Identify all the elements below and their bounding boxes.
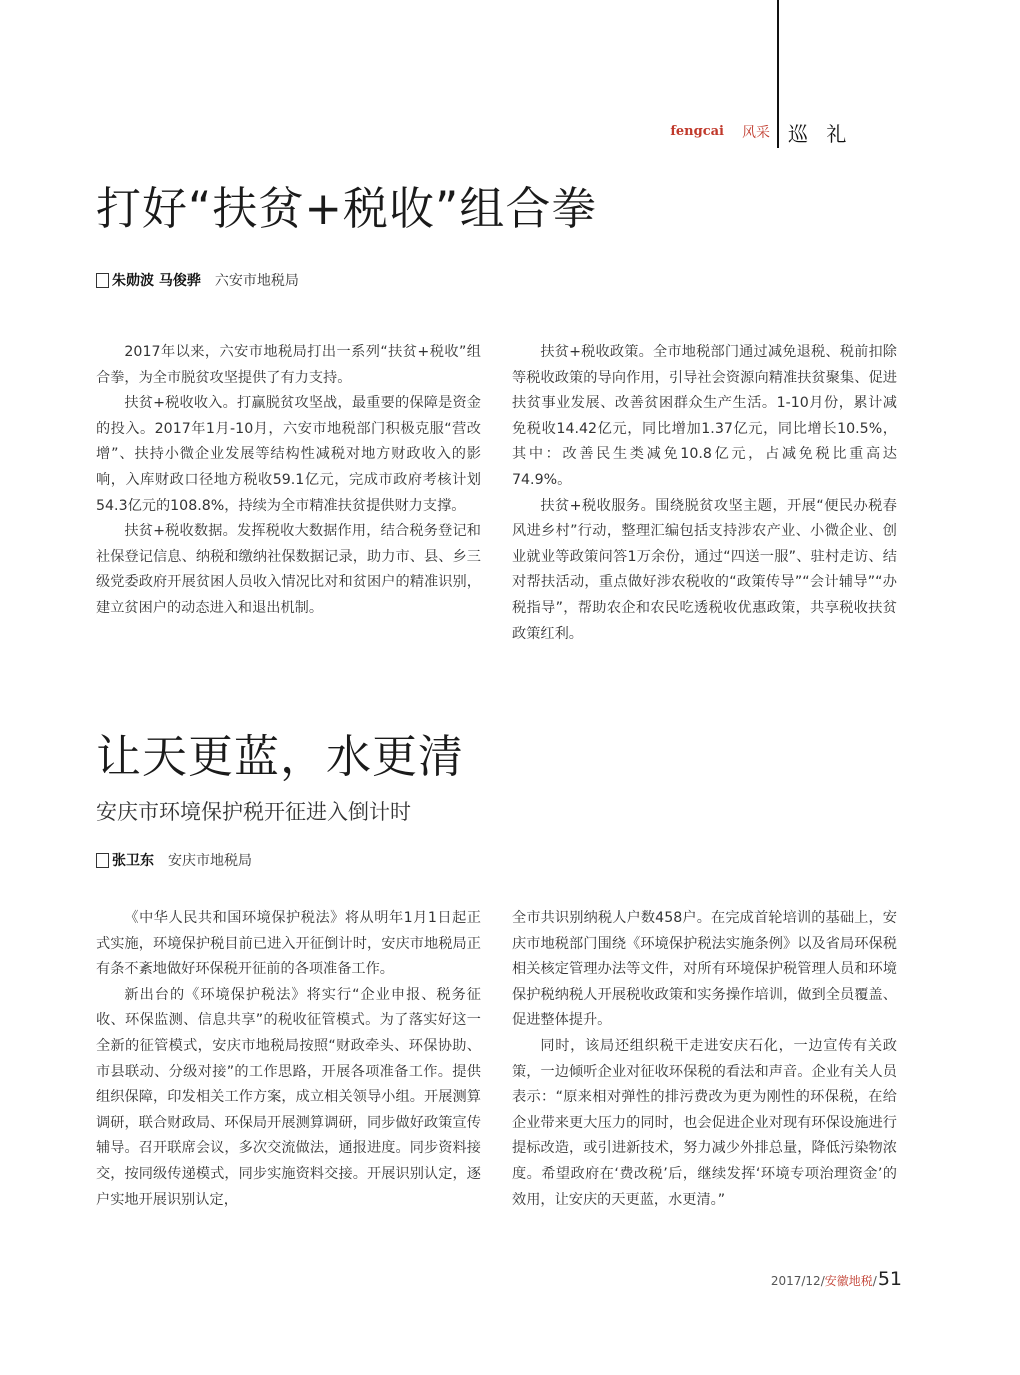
article2-paragraph: 新出台的《环境保护税法》将实行“企业申报、税务征收、环保监测、信息共享”的税收征管模式。为了落实好这一全新的征管模式，安庆市地税局按照“财政牵头、环保协助、市县联动、分级对接”的工作思路，开展各项准备工作。提供组织保障，印发相关工作方案，成立相关领导小组。开展测算调研，联合财政局、环保局开展测算调研，同步做好政策宣传辅导。召开联席会议，多次交流做法，通报进度。同步资料接交，按同级传递模式，同步实施资料交接。开展识别认定，逐户实地开展识别认定， (96, 986, 481, 1208)
article1-paragraph: 扶贫+税收服务。围绕脱贫攻坚主题，开展“便民办税春风进乡村”行动，整理汇编包括支持涉农产业、小微企业、创业就业等政策问答1万余份，通过“四送一服”、驻村走访、结对帮扶活动，重点做好涉农税收的“政策传导”“会计辅导”“办税指导”，帮助农企和农民吃透税收优惠政策，共享税收扶贫政策红利。 (512, 497, 897, 642)
article1-byline (96, 270, 299, 290)
page-number: 51 (877, 1268, 902, 1290)
article1-col-left (96, 340, 481, 622)
article2-affiliation: 安庆市地税局 (168, 853, 252, 869)
article1-col-right (512, 340, 897, 647)
article2-byline (96, 850, 252, 870)
article1-paragraph: 扶贫+税收数据。发挥税收大数据作用，结合税务登记和社保登记信息、纳税和缴纳社保数据记录，助力市、县、乡三级党委政府开展贫困人员收入情况比对和贫困户的精准识别，建立贫困户的动态进入和退出机制。 (96, 523, 481, 616)
article2-paragraph: 同时，该局还组织税干走进安庆石化，一边宣传有关政策，一边倾听企业对征收环保税的看法和声音。企业有关人员表示：“原来相对弹性的排污费改为更为刚性的环保税，在给企业带来更大压力的同时，也会促进企业对现有环保设施进行提标改造，或引进新技术，努力减少外排总量，降低污染物浓度。希望政府在‘费改税’后，继续发挥‘环境专项治理资金’的效用，让安庆的天更蓝，水更清。” (512, 1037, 897, 1208)
article2-subtitle: 安庆市环境保护税开征进入倒计时 (96, 800, 411, 824)
magazine-name: 安徽地税 (824, 1274, 873, 1288)
column-name-en: fengcai (670, 124, 724, 139)
footer-separator: / (872, 1274, 877, 1288)
article1-title: 打好“扶贫+税收”组合拳 (96, 182, 598, 235)
article1-paragraph: 扶贫+税收收入。打赢脱贫攻坚战，最重要的保障是资金的投入。2017年1月-10月，六安市地税部门积极克服“营改增”、扶持小微企业发展等结构性减税对地方财政收入的影响，入库财政口径地方税收59.1亿元，完成市政府考核计划54.3亿元的108.8%，持续为全市精准扶贫提供财力支撑。 (96, 395, 481, 514)
article2-col-right (512, 906, 897, 1213)
article1-authors: 朱勋波 马俊骅 (112, 273, 201, 289)
article1-paragraph: 2017年以来，六安市地税局打出一系列“扶贫+税收”组合拳，为全市脱贫攻坚提供了有力支持。 (96, 344, 481, 386)
byline-box-icon (96, 853, 109, 868)
article1-paragraph: 扶贫+税收政策。全市地税部门通过减免退税、税前扣除等税收政策的导向作用，引导社会资源向精准扶贫聚集、促进扶贫事业发展、改善贫困群众生产生活。1-10月份，累计减免税收14.42亿元，同比增加1.37亿元，同比增长10.5%，其中：改善民生类减免10.8亿元，占减免税比重高达74.9%。 (512, 344, 897, 488)
article1-affiliation: 六安市地税局 (214, 273, 299, 289)
page-footer (771, 1268, 902, 1290)
article2-col-left (96, 906, 481, 1213)
page-header (660, 118, 980, 148)
article2-paragraph-continued: 全市共识别纳税人户数458户。在完成首轮培训的基础上，安庆市地税部门围绕《环境保护税法实施条例》以及省局环保税相关核定管理办法等文件，对所有环境保护税管理人员和环境保护税纳税人开展税收政策和实务操作培训，做到全员覆盖、促进整体提升。 (512, 910, 897, 1029)
section-name: 巡 礼 (788, 122, 853, 146)
article2-paragraph: 《中华人民共和国环境保护税法》将从明年1月1日起正式实施，环境保护税目前已进入开征倒计时，安庆市地税局正有条不紊地做好环保税开征前的各项准备工作。 (96, 910, 481, 978)
issue-date: 2017/12/ (770, 1274, 825, 1288)
column-name-cn: 风采 (742, 125, 770, 141)
article2-title: 让天更蓝，水更清 (96, 730, 465, 783)
article2-authors: 张卫东 (112, 853, 154, 869)
byline-box-icon (96, 273, 109, 288)
